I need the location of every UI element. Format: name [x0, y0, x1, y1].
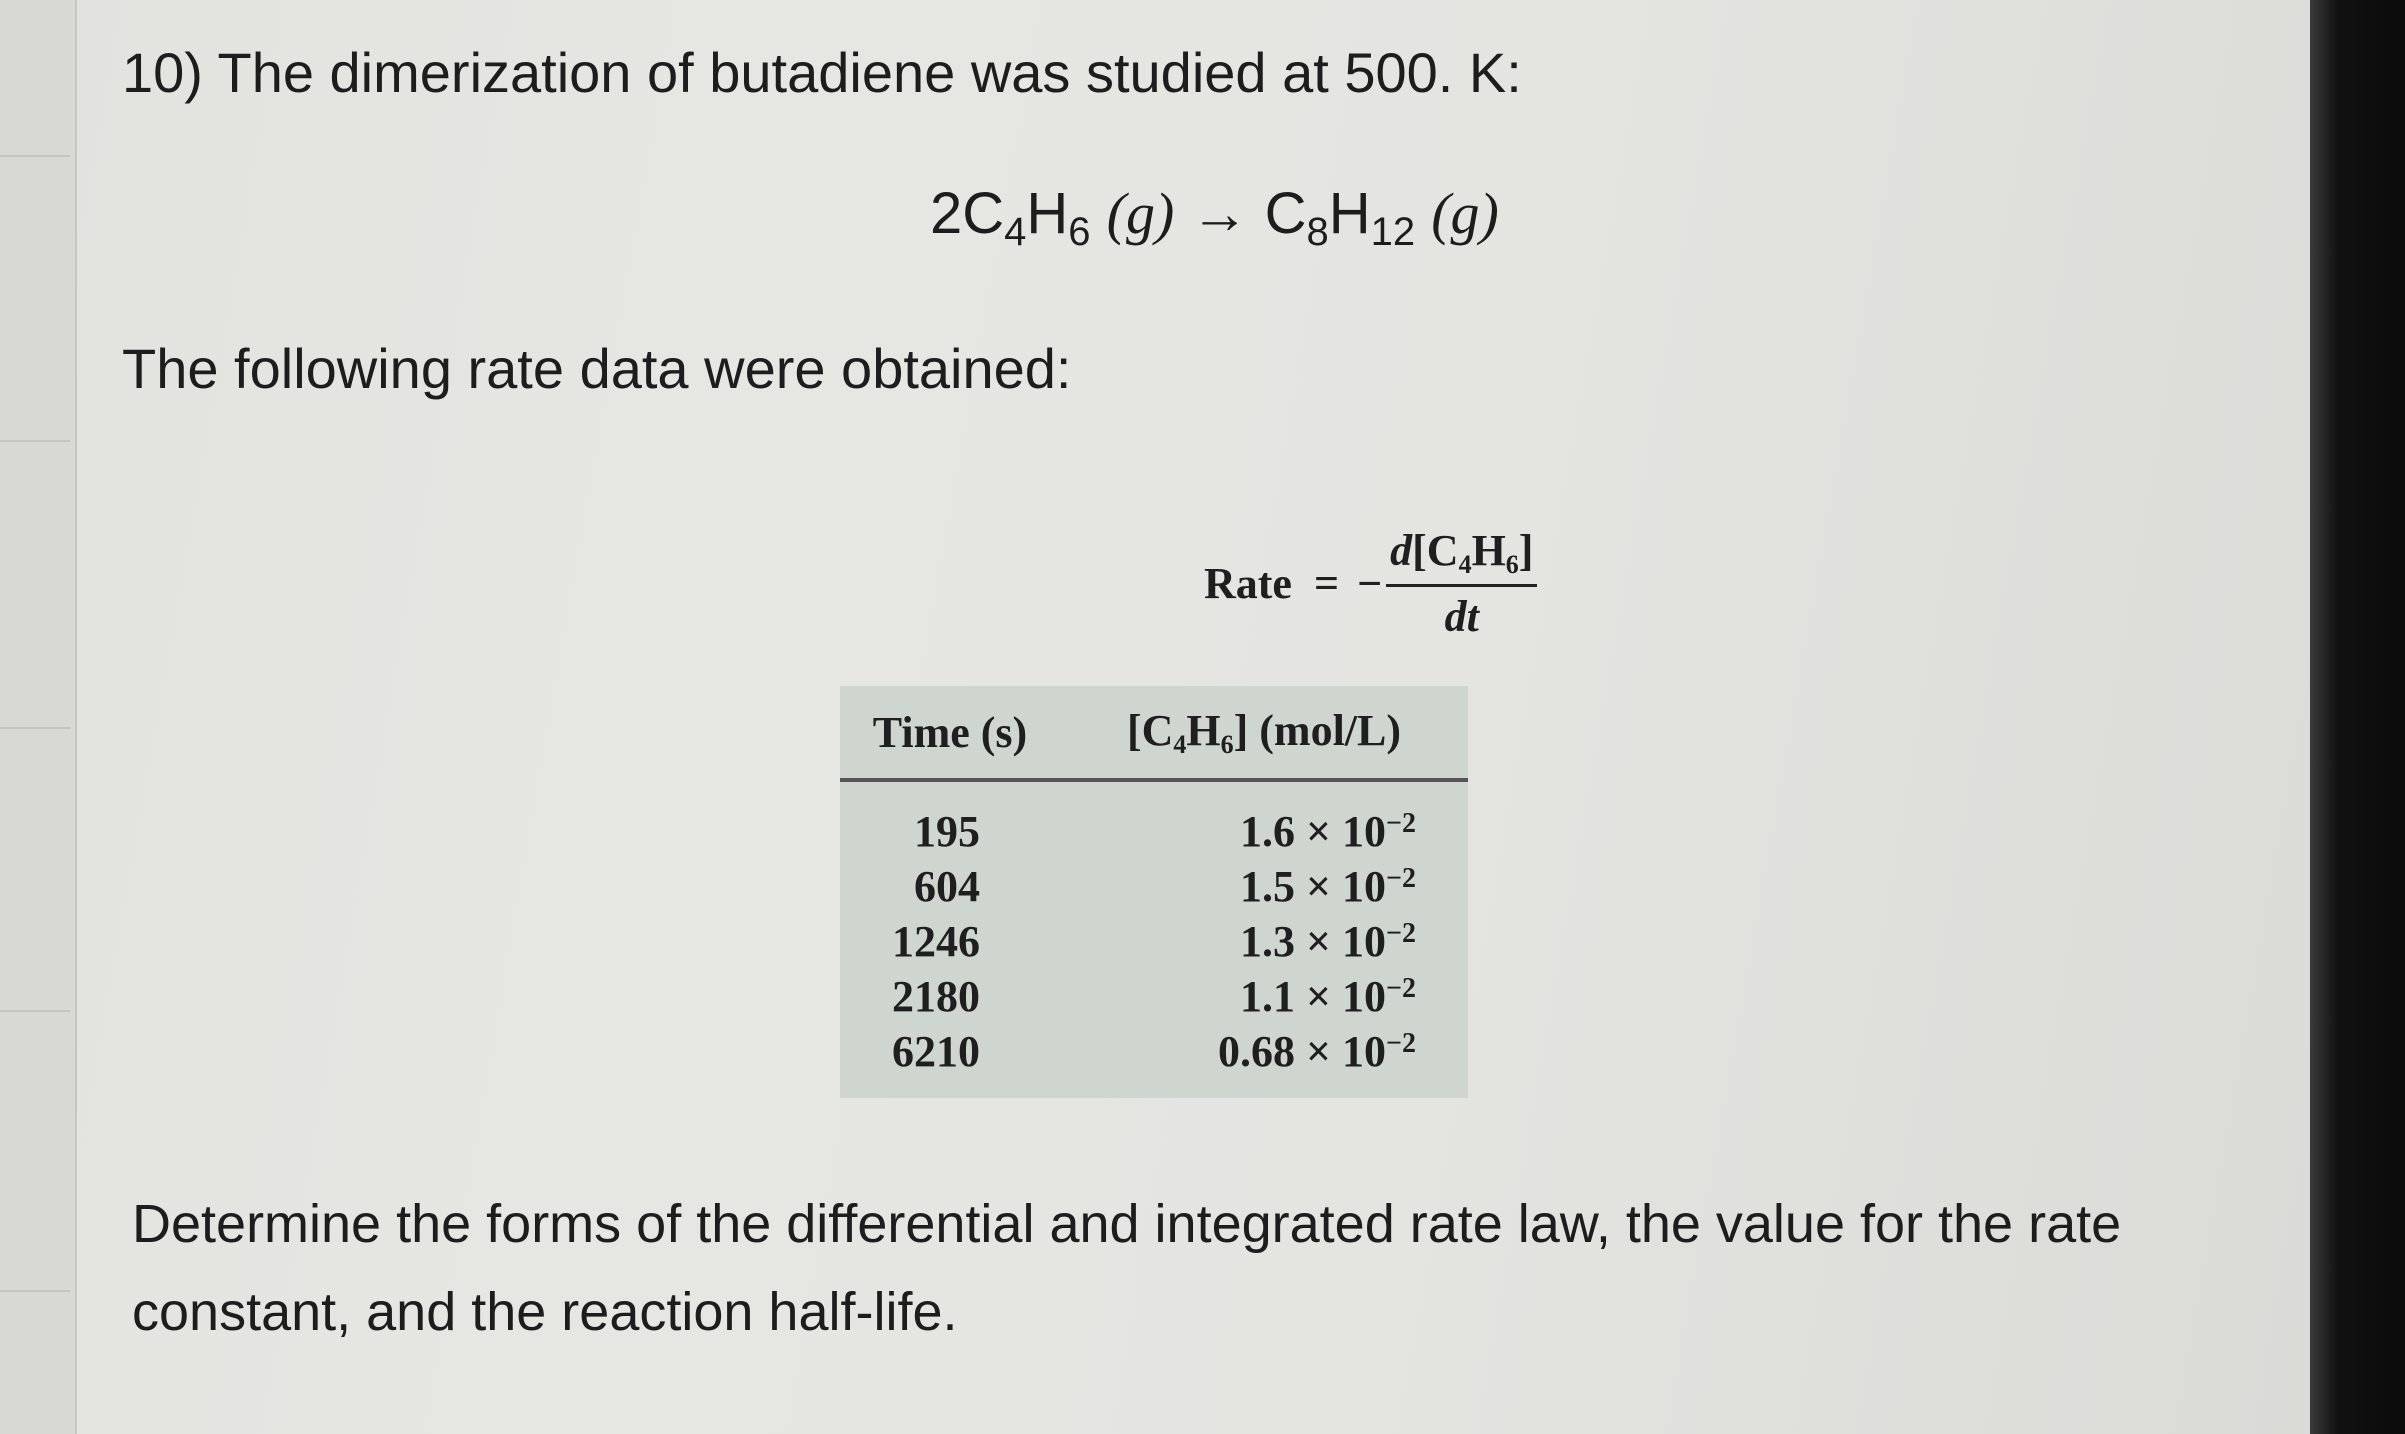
rate-equals: =: [1313, 559, 1340, 608]
concentration-cell: [1060, 914, 1468, 969]
product-hydrogen-subscript: 12: [1370, 210, 1416, 254]
time-cell: 6210: [892, 1027, 980, 1076]
strip-divider: [0, 1010, 70, 1012]
conc-mantissa: 1.6 × 10: [1239, 807, 1387, 856]
strip-divider: [0, 440, 70, 442]
table-row: [840, 1024, 1468, 1079]
rate-label: Rate: [1204, 559, 1292, 608]
reactant-carbon-subscript: 4: [1004, 210, 1027, 254]
rate-num-h: H: [1471, 526, 1506, 575]
left-spreadsheet-strip: [0, 0, 77, 1434]
header-conc-h: H: [1186, 705, 1221, 755]
product-hydrogen: H: [1328, 181, 1371, 246]
table-row: [840, 969, 1468, 1024]
reactant-carbon: C: [962, 181, 1005, 246]
concentration-cell: [1060, 1024, 1468, 1079]
rate-data-table: [840, 686, 1468, 1079]
product-carbon-subscript: 8: [1306, 210, 1329, 254]
rate-num-open: [C: [1412, 526, 1459, 575]
header-conc-open: [C: [1126, 705, 1174, 755]
header-conc-rest: ] (mol/L): [1233, 705, 1402, 755]
data-table-panel: [840, 686, 1468, 1098]
product-phase: (g): [1431, 181, 1499, 246]
rate-minus: −: [1357, 559, 1383, 608]
concentration-cell: [1060, 969, 1468, 1024]
rate-den-dt: dt: [1444, 592, 1479, 641]
rate-num-d: d: [1390, 526, 1413, 575]
conc-mantissa: 0.68 × 10: [1217, 1027, 1387, 1076]
header-conc-h-sub: 6: [1220, 729, 1234, 759]
time-cell: 604: [914, 862, 980, 911]
rate-num-h-sub: 6: [1505, 550, 1519, 579]
reactant-coefficient: 2: [930, 181, 963, 246]
table-row: [840, 859, 1468, 914]
chemical-equation: [930, 180, 1499, 255]
header-time: Time (s): [840, 686, 1060, 780]
table-header-row: [840, 686, 1468, 780]
strip-divider: [0, 155, 70, 157]
conc-mantissa: 1.1 × 10: [1239, 972, 1387, 1021]
rate-num-c-sub: 4: [1458, 550, 1472, 579]
conc-exponent: −2: [1386, 973, 1416, 1004]
conc-exponent: −2: [1386, 918, 1416, 949]
time-cell: 1246: [892, 917, 980, 966]
strip-divider: [0, 1290, 70, 1292]
concentration-cell: [1060, 859, 1468, 914]
task-instructions: Determine the forms of the differential and integrated rate law, the value for the rate constant, and the reaction half-life.: [132, 1194, 2122, 1342]
rate-numerator: [1386, 525, 1537, 587]
rate-denominator: [1445, 587, 1479, 642]
conc-mantissa: 1.3 × 10: [1239, 917, 1387, 966]
rate-expression: [1204, 525, 1537, 642]
intro-text: The following rate data were obtained:: [122, 337, 1072, 400]
conc-mantissa: 1.5 × 10: [1239, 862, 1387, 911]
product-carbon: C: [1264, 181, 1307, 246]
conc-exponent: −2: [1386, 863, 1416, 894]
strip-divider: [0, 727, 70, 729]
rate-num-close: ]: [1518, 526, 1534, 575]
conc-exponent: −2: [1386, 1028, 1416, 1059]
rate-fraction: [1386, 525, 1537, 642]
reaction-arrow: →: [1190, 181, 1249, 246]
time-cell: 2180: [892, 972, 980, 1021]
table-row: [840, 780, 1468, 859]
time-cell: 195: [914, 807, 980, 856]
monitor-bezel: [2310, 0, 2405, 1434]
concentration-cell: [1060, 780, 1468, 859]
header-concentration: [1060, 686, 1468, 780]
reactant-hydrogen: H: [1026, 181, 1069, 246]
conc-exponent: −2: [1386, 808, 1416, 839]
question-heading: 10) The dimerization of butadiene was studied at 500. K:: [122, 41, 1522, 104]
reactant-phase: (g): [1106, 181, 1175, 246]
reactant-hydrogen-subscript: 6: [1068, 210, 1091, 254]
table-row: [840, 914, 1468, 969]
header-conc-c-sub: 4: [1173, 729, 1187, 759]
